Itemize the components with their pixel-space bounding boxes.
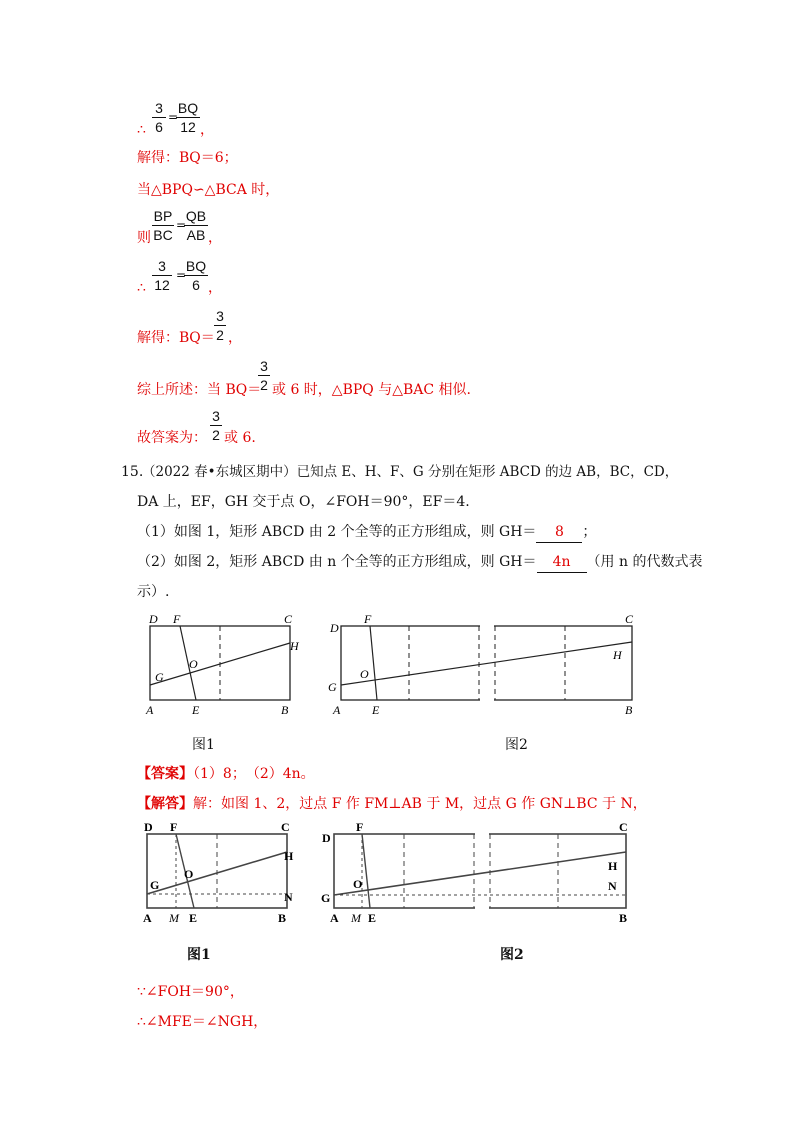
label-o: O: [353, 877, 363, 891]
question-2: [137, 552, 702, 573]
numerator: 3: [212, 408, 220, 424]
numerator: 3: [158, 258, 166, 274]
because-line: ∵∠FOH＝90°，: [137, 984, 244, 1000]
analysis-text: 解：如图 1、2，过点 F 作 FM⊥AB 于 M，过点 G 作 GN⊥BC 于 N，: [193, 796, 647, 812]
label-b: B: [625, 703, 633, 717]
label-g: G: [328, 680, 337, 694]
figure-1-caption: 图1: [192, 737, 215, 753]
label-e: E: [372, 703, 380, 717]
fraction-3-over-2: [210, 408, 222, 443]
fraction-3-over-12: [152, 258, 172, 293]
label-d: D: [149, 612, 158, 626]
analysis-line: [137, 794, 647, 814]
label-o: O: [184, 867, 194, 881]
label-f: F: [170, 820, 178, 834]
segment-ef: [370, 626, 377, 700]
answer-suffix: 或 6.: [224, 430, 256, 446]
label-a: A: [333, 703, 341, 717]
label-c: C: [284, 612, 293, 626]
label-m: M: [351, 911, 361, 925]
fraction-bar: [214, 325, 226, 326]
figure-2-caption: 图2: [505, 737, 528, 753]
equals-sign: =: [176, 218, 187, 232]
label-d: D: [322, 831, 331, 845]
denominator: AB: [186, 227, 206, 243]
similar-case-line: 当△BPQ∽△BCA 时，: [137, 182, 280, 198]
label-b: B: [281, 703, 289, 717]
label-a: A: [146, 703, 154, 717]
comma: ，: [200, 122, 214, 138]
fraction-qb-over-ab: [184, 208, 208, 243]
question-1-text: （1）如图 1，矩形 ABCD 由 2 个全等的正方形组成，则 GH＝: [137, 524, 537, 540]
label-d: D: [330, 621, 339, 635]
question-1-end: ；: [582, 524, 597, 540]
denominator: 12: [154, 277, 170, 293]
label-e: E: [368, 911, 377, 925]
fraction-3-over-2: [258, 358, 270, 393]
denominator: 2: [216, 327, 224, 343]
fraction-bar: [184, 225, 208, 226]
label-n: N: [608, 879, 617, 893]
label-h: H: [284, 849, 294, 863]
numerator: 3: [216, 308, 224, 324]
comma: ，: [208, 230, 222, 246]
segment-gh: [150, 643, 290, 685]
figure-2-solution-caption: 图2: [500, 947, 524, 963]
label-c: C: [625, 612, 634, 626]
segment-ef: [362, 834, 370, 908]
figure-1-problem: [142, 610, 302, 720]
denominator: 2: [212, 427, 220, 443]
fraction-bq-over-12: [176, 100, 200, 135]
numerator: BQ: [177, 100, 199, 116]
label-f: F: [364, 612, 372, 626]
comma: ，: [228, 330, 242, 346]
answer-text: （1）8； （2）4n。: [193, 766, 315, 782]
question-1: [137, 522, 596, 543]
label-g: G: [150, 878, 160, 892]
figure-2-problem: [325, 610, 645, 720]
equals-sign: =: [168, 110, 179, 124]
label-e: E: [189, 911, 198, 925]
figure-2-solution: [318, 818, 638, 928]
label-n: N: [284, 890, 293, 904]
analysis-tag: 【解答】: [137, 796, 193, 812]
fraction-bar: [210, 425, 222, 426]
numerator: 3: [260, 358, 268, 374]
label-e: E: [192, 703, 200, 717]
fraction-bar: [152, 275, 172, 276]
summary-prefix: 综上所述：当 BQ＝: [137, 382, 262, 398]
problem-number: 15.: [121, 464, 144, 480]
label-o: O: [189, 657, 198, 671]
label-a: A: [143, 911, 152, 925]
fraction-3-over-6: [152, 100, 166, 135]
question-2-line-2: 示）.: [137, 584, 170, 600]
label-d: D: [144, 820, 153, 834]
numerator: BP: [153, 208, 173, 224]
solved-line-1: 解得：BQ＝6；: [137, 150, 238, 166]
denominator: 2: [260, 377, 268, 393]
label-c: C: [281, 820, 290, 834]
label-h: H: [290, 639, 299, 653]
numerator: QB: [185, 208, 207, 224]
fraction-bar: [184, 275, 208, 276]
label-a: A: [330, 911, 339, 925]
label-f: F: [173, 612, 181, 626]
figure-1-solution: [138, 818, 308, 928]
fraction-bar: [152, 117, 166, 118]
therefore-symbol: ∴: [137, 122, 146, 138]
answer-line: [137, 764, 315, 784]
label-h: H: [608, 859, 618, 873]
figure-1-solution-caption: 图1: [187, 947, 211, 963]
equals-sign: =: [176, 268, 187, 282]
fraction-bar: [152, 225, 174, 226]
denominator: 6: [192, 277, 200, 293]
label-b: B: [619, 911, 628, 925]
question-2-text: （2）如图 2，矩形 ABCD 由 n 个全等的正方形组成，则 GH＝: [137, 554, 537, 570]
problem-line-2: DA 上，EF，GH 交于点 O，∠FOH＝90°，EF＝4.: [137, 494, 470, 510]
denominator: BC: [153, 227, 173, 243]
then-word: 则: [137, 230, 151, 246]
denominator: 6: [155, 119, 163, 135]
numerator: 3: [155, 100, 163, 116]
fraction-bar: [176, 117, 200, 118]
label-h: H: [613, 648, 622, 662]
label-g: G: [321, 891, 331, 905]
answer-tag: 【答案】: [137, 766, 193, 782]
gap-mask: [475, 830, 489, 912]
label-m: M: [169, 911, 179, 925]
fraction-bq-over-6: [184, 258, 208, 293]
therefore-line: ∴∠MFE＝∠NGH，: [137, 1014, 268, 1030]
fraction-bar: [258, 375, 270, 376]
summary-suffix: 或 6 时，△BPQ 与△BAC 相似.: [272, 382, 471, 398]
segment-gh: [147, 852, 287, 894]
numerator: BQ: [185, 258, 207, 274]
solved-line-2: 解得：BQ＝: [137, 330, 215, 346]
label-b: B: [278, 911, 287, 925]
answer-prefix: 故答案为：: [137, 430, 207, 446]
fraction-3-over-2: [214, 308, 226, 343]
label-f: F: [356, 820, 364, 834]
comma: ，: [208, 280, 222, 296]
label-c: C: [619, 820, 628, 834]
therefore-symbol: ∴: [137, 280, 146, 296]
fraction-bp-over-bc: [152, 208, 174, 243]
label-g: G: [155, 670, 164, 684]
problem-line-1: （2022 春•东城区期中）已知点 E、H、F、G 分别在矩形 ABCD 的边 AB，BC，CD，: [142, 464, 679, 480]
question-1-answer: 8: [536, 522, 582, 543]
denominator: 12: [180, 119, 196, 135]
label-o: O: [360, 667, 369, 681]
question-2-text-tail: （用 n 的代数式表: [586, 554, 703, 570]
question-2-answer: 4n: [537, 552, 587, 573]
